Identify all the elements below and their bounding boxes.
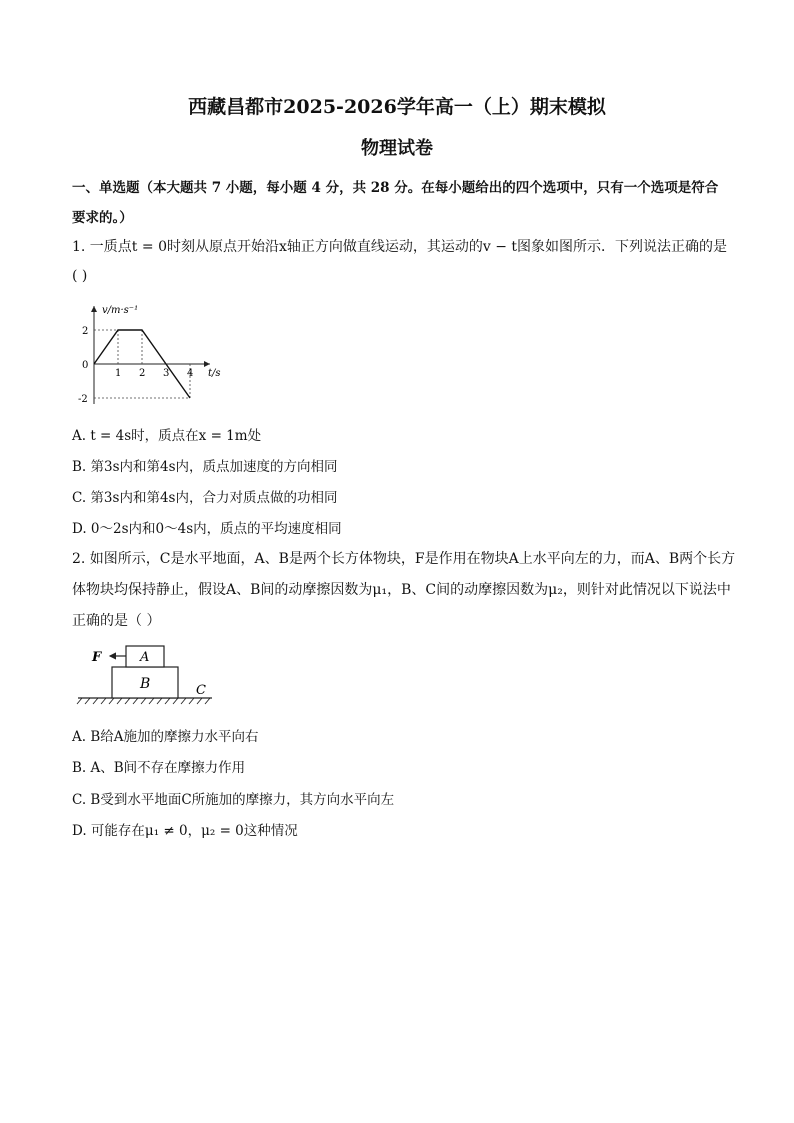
vt-x-tick: 2 xyxy=(139,368,146,379)
vt-y-tick: 2 xyxy=(82,326,89,337)
q1-option-a: A. t = 4s时，质点在x = 1m处 xyxy=(72,428,262,444)
force-label: F xyxy=(92,650,102,665)
vt-y-label: v/m·s⁻¹ xyxy=(102,305,139,316)
q2-stem-line3: 正确的是（ ） xyxy=(72,613,161,629)
q2-stem-line1: 2. 如图所示，C是水平地面，A、B是两个长方体物块，F是作用在物块A上水平向左的力，而A、B两个长方 xyxy=(72,551,736,567)
q2-option-a: A. B给A施加的摩擦力水平向右 xyxy=(72,729,259,745)
section-heading-line2: 要求的。） xyxy=(72,210,133,226)
vt-x-tick: 3 xyxy=(163,368,170,379)
vt-y-tick: 0 xyxy=(82,360,89,371)
vt-x-label: t/s xyxy=(208,368,221,379)
section-heading-line1: 一、单选题（本大题共 7 小题，每小题 4 分，共 28 分。在每小题给出的四个选项中，只有一个选项是符合 xyxy=(72,180,719,196)
q2-option-b: B. A、B间不存在摩擦力作用 xyxy=(72,760,246,776)
vt-graph xyxy=(72,300,232,412)
page-title: 西藏昌都市2025-2026学年高一（上）期末模拟 xyxy=(188,96,606,118)
q2-stem-line2: 体物块均保持静止，假设A、B间的动摩擦因数为μ₁，B、C间的动摩擦因数为μ₂，则针对此情况以下说法中 xyxy=(72,582,731,598)
q1-option-b: B. 第3s内和第4s内，质点加速度的方向相同 xyxy=(72,459,338,475)
block-a-label: A xyxy=(140,650,150,665)
q1-option-c: C. 第3s内和第4s内，合力对质点做的功相同 xyxy=(72,490,338,506)
q1-option-d: D. 0～2s内和0～4s内，质点的平均速度相同 xyxy=(72,521,342,537)
blocks-figure xyxy=(72,642,222,708)
ground-label: C xyxy=(196,683,206,698)
q2-option-d: D. 可能存在μ₁ ≠ 0，μ₂ = 0这种情况 xyxy=(72,823,298,839)
vt-x-tick: 1 xyxy=(115,368,122,379)
q1-stem-line2: ( ) xyxy=(72,268,88,284)
vt-x-tick: 4 xyxy=(187,368,194,379)
block-b-label: B xyxy=(140,676,151,692)
page-subtitle: 物理试卷 xyxy=(361,138,433,159)
vt-y-tick: -2 xyxy=(78,394,88,405)
q1-stem-line1: 1. 一质点t = 0时刻从原点开始沿x轴正方向做直线运动，其运动的v − t图象如图所示．下列说法正确的是 xyxy=(72,239,728,255)
q2-option-c: C. B受到水平地面C所施加的摩擦力，其方向水平向左 xyxy=(72,792,395,808)
